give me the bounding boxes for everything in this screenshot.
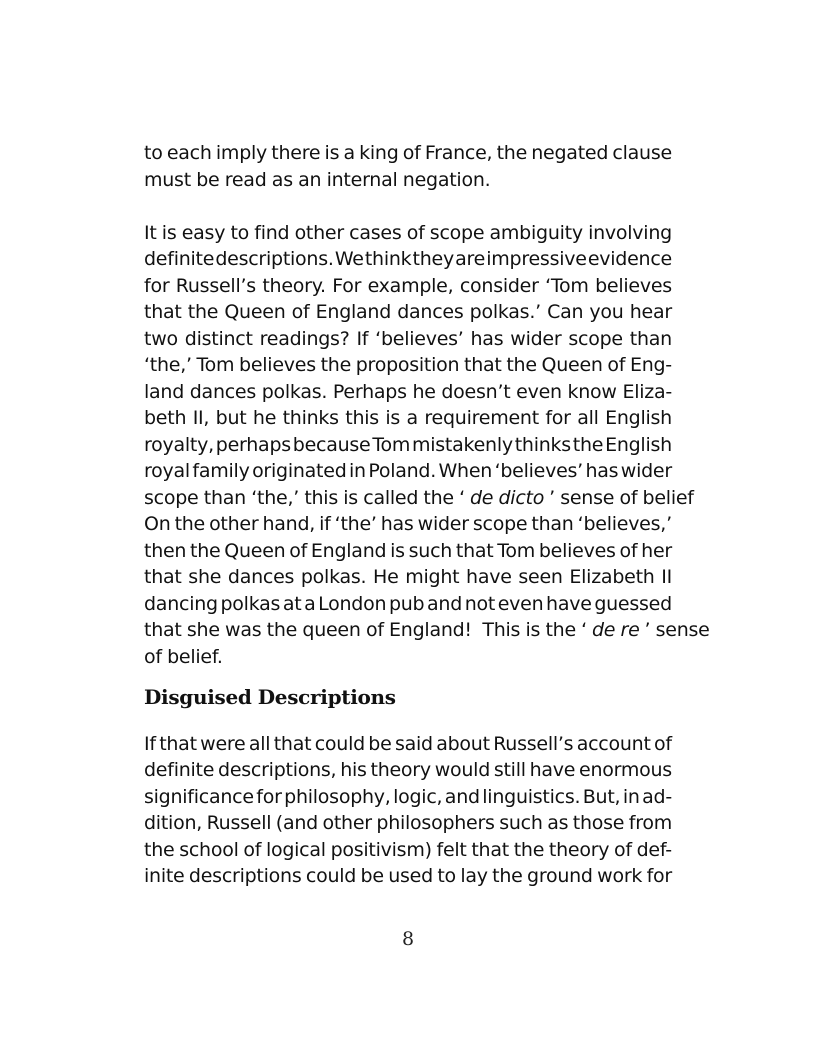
word: example, — [367, 274, 454, 297]
word: have — [466, 566, 512, 588]
word: ‘believes’ — [494, 460, 583, 482]
word: descriptions, — [218, 759, 337, 781]
word: Russell’s — [175, 274, 256, 297]
word: theory. — [262, 274, 326, 297]
paragraph — [144, 731, 672, 890]
word: in — [622, 785, 640, 808]
word: is — [385, 407, 401, 429]
word: If — [144, 732, 156, 755]
text-line — [144, 458, 672, 485]
word: involving — [588, 221, 672, 244]
word: England — [315, 301, 392, 323]
word: scope — [568, 327, 623, 350]
word: If — [356, 327, 369, 350]
word: of — [291, 301, 310, 323]
word: English — [605, 407, 672, 429]
word: the — [506, 354, 537, 376]
word: of — [619, 539, 638, 562]
text-line-de-dicto — [144, 485, 694, 512]
text-run: scope than ‘the,’ this is called the ‘ — [144, 486, 465, 509]
word: family — [192, 460, 250, 482]
word: def- — [636, 838, 672, 861]
word: ‘Tom — [545, 274, 589, 297]
text-line — [144, 810, 672, 837]
word: He — [373, 566, 399, 588]
word: think — [364, 248, 412, 270]
word: ad- — [642, 785, 672, 808]
word: other — [209, 513, 259, 535]
word: Perhaps — [332, 380, 407, 403]
word: other — [322, 812, 372, 834]
word: in — [349, 460, 366, 482]
word: Tom — [196, 354, 235, 376]
word: Queen — [224, 539, 286, 562]
italic-term-de-re: de re — [591, 619, 640, 641]
word: this — [345, 407, 379, 429]
word: hear — [629, 301, 672, 323]
word: France, — [424, 142, 493, 164]
word: those — [572, 812, 625, 834]
word: When — [438, 460, 493, 482]
word: as — [547, 812, 569, 834]
word: there — [271, 142, 321, 164]
word: logical — [265, 838, 326, 861]
text-run: ’ sense — [644, 619, 710, 641]
word: such — [499, 812, 543, 834]
word: that — [455, 539, 494, 562]
word: the — [174, 513, 205, 535]
word: the — [492, 865, 523, 887]
word: For — [332, 274, 362, 297]
word: is — [161, 221, 177, 244]
word: royalty, — [144, 433, 214, 456]
word: even — [516, 380, 562, 403]
word: Elizabeth — [569, 566, 655, 588]
word: they — [412, 248, 454, 270]
word: that — [273, 732, 312, 755]
word: ‘the’ — [334, 513, 377, 535]
text-run: ’ sense of belief — [549, 486, 694, 509]
word: because — [292, 433, 371, 456]
text-line-de-re — [144, 617, 710, 644]
word: ‘believes,’ — [577, 513, 672, 535]
word: dances — [227, 566, 295, 588]
word: of — [289, 539, 308, 562]
word: than — [531, 513, 574, 535]
word: she — [188, 566, 222, 588]
word: ground — [527, 865, 593, 887]
word: thinks — [282, 407, 339, 429]
word: dancing — [144, 592, 218, 615]
word: know — [567, 380, 617, 403]
word: perhaps — [215, 433, 291, 456]
word: a — [406, 407, 418, 429]
word: would — [434, 759, 490, 781]
text-line — [144, 326, 672, 353]
word: seen — [518, 566, 563, 588]
word: have — [546, 592, 592, 615]
word: significance — [144, 785, 254, 808]
word: king — [359, 142, 399, 164]
section-heading: Disguised Descriptions — [144, 685, 396, 709]
word: work — [597, 865, 643, 887]
word: polkas — [220, 592, 281, 615]
word: requirement — [424, 407, 539, 429]
word: he — [252, 407, 277, 429]
word: distinct — [184, 327, 253, 350]
word: has — [585, 460, 619, 482]
word: It — [144, 221, 157, 244]
word: to — [230, 221, 250, 244]
word: lay — [460, 865, 488, 887]
word: be — [360, 865, 384, 887]
word: his — [340, 759, 367, 781]
word: and — [427, 592, 463, 615]
word: not — [464, 592, 496, 615]
text-line — [144, 220, 672, 247]
word: polkas. — [261, 380, 328, 403]
word: hand, — [262, 513, 316, 535]
italic-term-de-dicto: de dicto — [469, 486, 545, 509]
word: the — [513, 838, 545, 861]
word: easy — [181, 221, 226, 244]
word: enormous — [579, 759, 672, 781]
paragraph — [144, 220, 710, 671]
word: readings? — [259, 327, 350, 350]
text-line — [144, 405, 672, 432]
word: for — [144, 274, 170, 297]
word: logic, — [393, 785, 443, 808]
word: Eng- — [629, 354, 672, 376]
text-line — [144, 564, 672, 591]
word: ‘believes’ — [375, 327, 464, 350]
word: Poland. — [368, 460, 437, 482]
word: linguistics. — [482, 785, 581, 808]
text-line: must be read as an internal negation. — [144, 168, 491, 191]
word: said — [394, 732, 433, 755]
word: the — [190, 539, 221, 562]
word: thinks — [514, 433, 571, 456]
word: scope — [472, 513, 528, 535]
word: English — [605, 433, 672, 456]
word: consider — [459, 274, 539, 297]
text-line — [144, 352, 672, 379]
text-line — [144, 591, 672, 618]
text-line: of belief. — [144, 645, 223, 668]
word: II, — [192, 407, 210, 429]
word: has — [380, 513, 414, 535]
word: wider — [417, 513, 469, 535]
word: that — [144, 566, 182, 588]
word: mistakenly — [411, 433, 513, 456]
word: if — [319, 513, 331, 535]
text-run: that she was the queen of England! This is the ‘ — [144, 619, 587, 641]
word: might — [405, 566, 460, 588]
word: inite — [144, 865, 185, 887]
word: her — [641, 539, 672, 562]
word: polkas. — [300, 566, 367, 588]
word: is — [390, 539, 405, 562]
word: the — [320, 354, 352, 376]
word: have — [529, 759, 576, 781]
paragraph — [144, 140, 672, 193]
word: impressive — [486, 248, 587, 270]
word: II — [661, 566, 672, 588]
word: but — [215, 407, 247, 429]
word: beth — [144, 407, 187, 429]
word: for — [545, 407, 571, 429]
word: definite — [144, 248, 215, 270]
word: be — [368, 732, 392, 755]
word: theory — [548, 838, 610, 861]
word: the — [496, 142, 528, 164]
text-line — [144, 273, 672, 300]
word: are — [455, 248, 486, 270]
word: On — [144, 513, 171, 535]
word: believes — [538, 539, 616, 562]
word: that — [464, 354, 502, 376]
word: believes — [595, 274, 672, 297]
word: Queen — [224, 301, 286, 323]
word: evidence — [587, 248, 672, 270]
word: (and — [275, 812, 318, 834]
word: dances — [397, 301, 464, 323]
word: dition, — [144, 812, 203, 834]
word: Queen — [541, 354, 603, 376]
word: We — [334, 248, 364, 270]
word: then — [144, 539, 187, 562]
word: scope — [429, 221, 485, 244]
text-line — [144, 511, 672, 538]
word: each — [166, 142, 212, 164]
word: guessed — [594, 592, 672, 615]
word: a — [304, 592, 316, 615]
word: imply — [215, 142, 268, 164]
page-number: 8 — [401, 928, 415, 950]
word: that — [471, 838, 509, 861]
word: that — [159, 732, 197, 755]
word: for — [646, 865, 672, 887]
word: wider — [620, 460, 672, 482]
word: of — [243, 838, 262, 861]
text-line — [144, 379, 672, 406]
word: originated — [252, 460, 347, 482]
text-line — [144, 140, 672, 167]
word: philosophers — [376, 812, 495, 834]
word: Russell — [206, 812, 272, 834]
word: positivism) — [330, 838, 432, 861]
word: felt — [436, 838, 467, 861]
word: all — [577, 407, 599, 429]
page-body — [144, 140, 710, 890]
word: about — [436, 732, 490, 755]
text-line — [144, 757, 672, 784]
word: such — [408, 539, 453, 562]
word: find — [254, 221, 290, 244]
word: pub — [388, 592, 425, 615]
word: of — [402, 142, 421, 164]
word: a — [343, 142, 355, 164]
word: England — [310, 539, 387, 562]
word: used — [388, 865, 433, 887]
word: all — [248, 732, 271, 755]
text-line — [144, 784, 672, 811]
word: London — [318, 592, 387, 615]
word: descriptions. — [215, 248, 334, 270]
word: from — [628, 812, 672, 834]
word: theory — [370, 759, 431, 781]
word: Russell’s — [493, 732, 574, 755]
word: the — [187, 301, 219, 323]
text-line — [144, 246, 672, 273]
word: wider — [510, 327, 562, 350]
word: land — [144, 380, 185, 403]
word: two — [144, 327, 178, 350]
word: of — [607, 354, 626, 376]
word: were — [200, 732, 246, 755]
word: of — [406, 221, 425, 244]
word: school — [179, 838, 239, 861]
word: that — [144, 301, 182, 323]
word: ambiguity — [489, 221, 583, 244]
word: of — [614, 838, 632, 861]
word: for — [256, 785, 282, 808]
word: the — [572, 433, 604, 456]
text-line — [144, 538, 672, 565]
text-line — [144, 863, 672, 890]
word: Tom — [372, 433, 411, 456]
word: Tom — [497, 539, 536, 562]
word: polkas.’ — [469, 301, 541, 323]
word: descriptions — [188, 865, 302, 887]
word: doesn’t — [441, 380, 511, 403]
word: at — [282, 592, 302, 615]
word: could — [305, 865, 357, 887]
word: dances — [189, 380, 257, 403]
word: Eliza- — [622, 380, 672, 403]
word: royal — [144, 460, 190, 482]
word: proposition — [355, 354, 460, 376]
text-line — [144, 432, 672, 459]
text-line — [144, 299, 672, 326]
word: of — [654, 732, 672, 755]
word: cases — [349, 221, 402, 244]
word: to — [437, 865, 456, 887]
word: could — [314, 732, 365, 755]
word: ‘the,’ — [144, 354, 192, 376]
word: still — [493, 759, 526, 781]
word: even — [497, 592, 544, 615]
word: But, — [582, 785, 621, 808]
word: believes — [239, 354, 316, 376]
word: other — [294, 221, 344, 244]
text-line — [144, 731, 672, 758]
word: account — [576, 732, 651, 755]
word: definite — [144, 759, 215, 781]
word: Can — [547, 301, 584, 323]
word: philosophy, — [284, 785, 391, 808]
word: clause — [612, 142, 672, 164]
word: and — [444, 785, 480, 808]
word: you — [589, 301, 624, 323]
text-line — [144, 837, 672, 864]
word: he — [412, 380, 436, 403]
word: is — [324, 142, 340, 164]
word: has — [470, 327, 504, 350]
word: to — [144, 142, 163, 164]
word: than — [629, 327, 672, 350]
word: the — [144, 838, 175, 861]
word: negated — [531, 142, 609, 164]
